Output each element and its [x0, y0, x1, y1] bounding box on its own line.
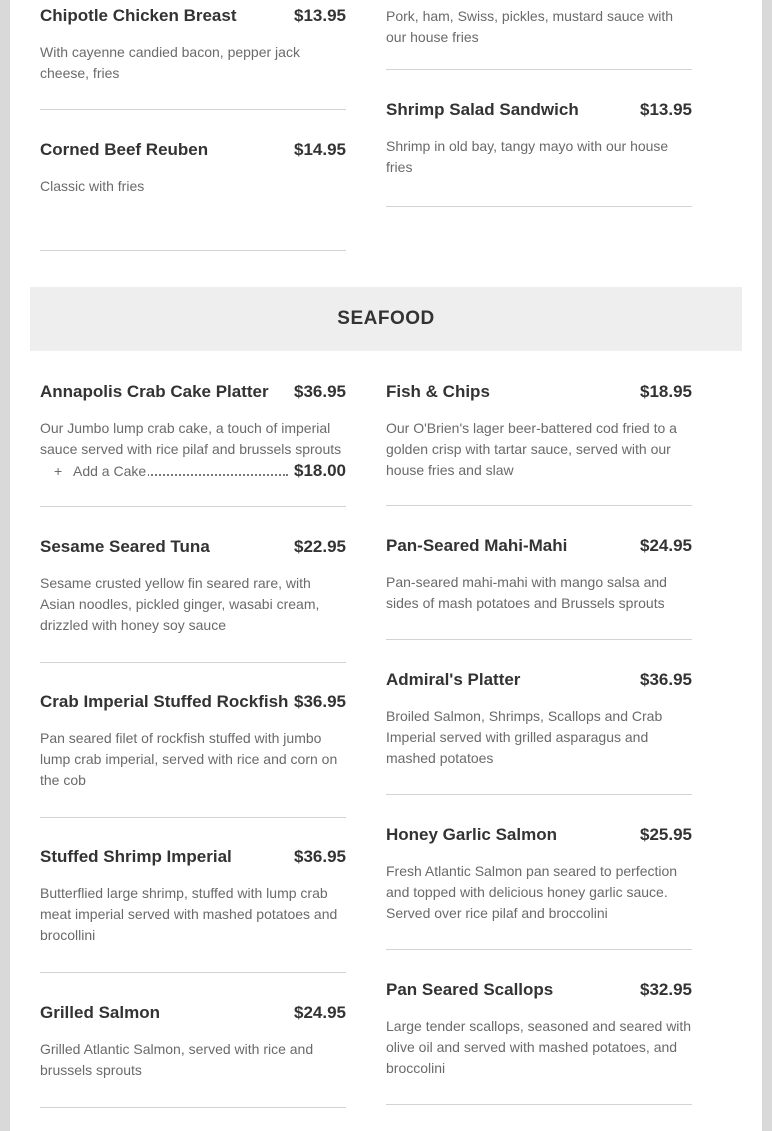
item-price: $36.95 [294, 382, 346, 401]
sandwich-column-right [386, 5, 692, 207]
addon-label: Add a Cake [73, 460, 148, 482]
item-description: Shrimp in old bay, tangy mayo with our house fries [386, 138, 669, 175]
item-description: Butterflied large shrimp, stuffed with lump crab meat imperial served with mashed potatoes and brocollini [40, 885, 338, 943]
item-price: $14.95 [294, 140, 346, 159]
item-description: Our Jumbo lump crab cake, a touch of imperial sauce served with rice pilaf and brussels sprouts [40, 420, 342, 457]
menu-item [386, 823, 692, 950]
item-price: $13.95 [640, 100, 692, 119]
item-description: Sesame crusted yellow fin seared rare, with Asian noodles, pickled ginger, wasabi cream, drizzled with honey soy sauce [40, 575, 320, 633]
item-description: Broiled Salmon, Shrimps, Scallops and Crab Imperial served with grilled asparagus and mashed potatoes [386, 708, 663, 766]
item-price: $36.95 [294, 692, 346, 711]
menu-item [40, 845, 346, 973]
menu-item [40, 535, 346, 663]
menu-item [40, 4, 346, 110]
seafood-column-right [386, 380, 692, 1105]
item-name: Annapolis Crab Cake Platter [40, 382, 269, 401]
item-name: Corned Beef Reuben [40, 140, 209, 159]
item-description: Classic with fries [40, 178, 145, 194]
item-description: Grilled Atlantic Salmon, served with rice and brussels sprouts [40, 1041, 314, 1078]
seafood-column-left [40, 380, 346, 1108]
item-name: Stuffed Shrimp Imperial [40, 847, 232, 866]
section-header-seafood [30, 287, 742, 351]
menu-item [386, 668, 692, 795]
menu-item [40, 380, 346, 507]
item-name: Shrimp Salad Sandwich [386, 100, 579, 119]
menu-item [386, 98, 692, 207]
item-price: $25.95 [640, 825, 692, 844]
item-price: $36.95 [640, 670, 692, 689]
item-price: $36.95 [294, 847, 346, 866]
item-price: $32.95 [640, 980, 692, 999]
item-description: Pork, ham, Swiss, pickles, mustard sauce with our house fries [386, 8, 674, 45]
item-description: With cayenne candied bacon, pepper jack cheese, fries [40, 44, 300, 81]
sandwich-column-left [40, 4, 346, 251]
item-description: Our O'Brien's lager beer-battered cod fried to a golden crisp with tartar sauce, served with our house fries and slaw [386, 420, 677, 478]
menu-item [386, 380, 692, 506]
item-description: Pan-seared mahi-mahi with mango salsa and sides of mash potatoes and Brussels sprouts [386, 574, 667, 611]
item-price: $22.95 [294, 537, 346, 556]
item-name: Chipotle Chicken Breast [40, 6, 237, 25]
menu-page [10, 0, 762, 1131]
menu-item [40, 138, 346, 251]
item-description: Pan seared filet of rockfish stuffed with jumbo lump crab imperial, served with rice and corn on the cob [40, 730, 338, 788]
item-name: Pan-Seared Mahi-Mahi [386, 536, 568, 555]
menu-item [386, 978, 692, 1105]
addon-option [40, 460, 346, 482]
item-price: $24.95 [640, 536, 692, 555]
item-name: Sesame Seared Tuna [40, 537, 210, 556]
menu-item [386, 534, 692, 640]
dotted-leader [144, 460, 288, 476]
addon-plus: + [54, 463, 63, 479]
item-description: Fresh Atlantic Salmon pan seared to perfection and topped with delicious honey garlic sauce. Served over rice pilaf and broccolini [386, 863, 678, 921]
item-name: Crab Imperial Stuffed Rockfish [40, 692, 289, 711]
item-name: Fish & Chips [386, 382, 490, 401]
menu-item [40, 1001, 346, 1108]
item-name: Honey Garlic Salmon [386, 825, 557, 844]
item-price: $18.95 [640, 382, 692, 401]
item-price: $24.95 [294, 1003, 346, 1022]
addon-price: $18.00 [294, 461, 346, 480]
item-name: Grilled Salmon [40, 1003, 160, 1022]
item-description: Large tender scallops, seasoned and seared with olive oil and served with mashed potatoes, and broccolini [386, 1018, 692, 1076]
section-title: SEAFOOD [337, 308, 435, 329]
item-price: $13.95 [294, 6, 346, 25]
item-name: Admiral's Platter [386, 670, 521, 689]
menu-item [40, 690, 346, 818]
item-name: Pan Seared Scallops [386, 980, 554, 999]
menu-item [386, 6, 692, 70]
